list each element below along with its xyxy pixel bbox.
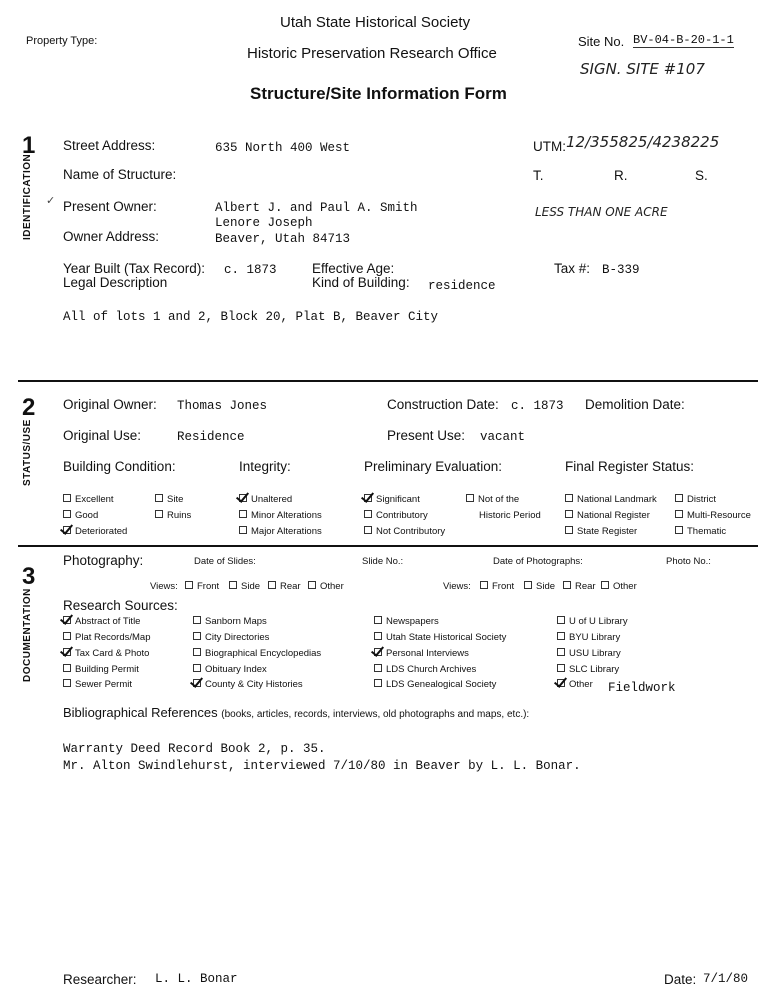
integrity-major-checkbox[interactable]: Major Alterations bbox=[239, 526, 322, 537]
site-no-label: Site No. bbox=[578, 34, 625, 49]
condition-excellent-checkbox[interactable]: Excellent bbox=[63, 494, 114, 505]
property-type-label: Property Type: bbox=[26, 35, 98, 47]
final-national-register-checkbox[interactable]: National Register bbox=[565, 510, 650, 521]
prelim-historic-period-text: Historic Period bbox=[479, 510, 541, 521]
condition-ruins-checkbox[interactable]: Ruins bbox=[155, 510, 191, 521]
integrity-minor-checkbox[interactable]: Minor Alterations bbox=[239, 510, 322, 521]
bibliographical-references-label: Bibliographical References bbox=[63, 705, 218, 720]
source-usu-library-checkbox[interactable]: USU Library bbox=[557, 648, 621, 659]
checkbox-icon bbox=[185, 581, 193, 589]
checkbox-icon bbox=[557, 616, 565, 624]
checkbox-icon bbox=[524, 581, 532, 589]
r-label: R. bbox=[614, 168, 628, 183]
owner-address-label: Owner Address: bbox=[63, 229, 160, 244]
checkbox-icon bbox=[675, 526, 683, 534]
acreage-handwritten-note: LESS THAN ONE ACRE bbox=[535, 205, 668, 219]
source-byu-library-checkbox[interactable]: BYU Library bbox=[557, 632, 620, 643]
owner-address-value: Beaver, Utah 84713 bbox=[215, 232, 351, 246]
checkbox-icon bbox=[364, 526, 372, 534]
utm-label: UTM: bbox=[533, 139, 566, 154]
bibliographical-references-note: (books, articles, records, interviews, old photographs and maps, etc.): bbox=[221, 709, 530, 720]
checkbox-checked-icon bbox=[63, 616, 71, 624]
effective-age-label: Effective Age: bbox=[312, 261, 395, 276]
checkbox-checked-icon bbox=[193, 679, 201, 687]
integrity-unaltered-checkbox[interactable]: Unaltered bbox=[239, 494, 292, 505]
final-national-landmark-checkbox[interactable]: National Landmark bbox=[565, 494, 657, 505]
source-utah-historical-society-checkbox[interactable]: Utah State Historical Society bbox=[374, 632, 506, 643]
source-tax-card-checkbox[interactable]: Tax Card & Photo bbox=[63, 648, 149, 659]
source-plat-records-checkbox[interactable]: Plat Records/Map bbox=[63, 632, 151, 643]
checkbox-checked-icon bbox=[63, 526, 71, 534]
prelim-not-of-period-checkbox[interactable]: Not of the bbox=[466, 494, 519, 505]
checkbox-icon bbox=[229, 581, 237, 589]
bibliographical-references-heading bbox=[63, 705, 529, 720]
section-1-divider bbox=[18, 380, 758, 382]
slide-view-rear-checkbox[interactable]: Rear bbox=[268, 581, 301, 592]
date-of-slides-label: Date of Slides: bbox=[194, 556, 256, 567]
preliminary-evaluation-label: Preliminary Evaluation: bbox=[364, 459, 503, 474]
checkbox-icon bbox=[466, 494, 474, 502]
slide-views-label: Views: bbox=[150, 581, 178, 592]
section-1-number: 1 bbox=[22, 132, 36, 159]
integrity-label: Integrity: bbox=[239, 459, 291, 474]
present-owner-label: Present Owner: bbox=[63, 199, 157, 214]
original-owner-label: Original Owner: bbox=[63, 397, 157, 412]
bibliography-line-1: Warranty Deed Record Book 2, p. 35. bbox=[63, 742, 326, 756]
construction-date-value: c. 1873 bbox=[511, 399, 564, 413]
photography-label: Photography: bbox=[63, 553, 144, 568]
final-state-register-checkbox[interactable]: State Register bbox=[565, 526, 637, 537]
s-label: S. bbox=[695, 168, 708, 183]
t-label: T. bbox=[533, 168, 544, 183]
source-sanborn-maps-checkbox[interactable]: Sanborn Maps bbox=[193, 616, 267, 627]
source-sewer-permit-checkbox[interactable]: Sewer Permit bbox=[63, 679, 132, 690]
researcher-label: Researcher: bbox=[63, 972, 137, 987]
checkbox-icon bbox=[63, 510, 71, 518]
original-use-label: Original Use: bbox=[63, 428, 142, 443]
checkbox-icon bbox=[557, 664, 565, 672]
checkbox-icon bbox=[155, 510, 163, 518]
checkbox-checked-icon bbox=[557, 679, 565, 687]
tax-number-value: B-339 bbox=[602, 263, 640, 277]
prelim-contributory-checkbox[interactable]: Contributory bbox=[364, 510, 428, 521]
section-2-divider bbox=[18, 545, 758, 547]
checkbox-icon bbox=[565, 526, 573, 534]
present-use-label: Present Use: bbox=[387, 428, 466, 443]
checkbox-icon bbox=[565, 494, 573, 502]
checkbox-icon bbox=[480, 581, 488, 589]
checkbox-icon bbox=[193, 664, 201, 672]
checkbox-icon bbox=[63, 494, 71, 502]
date-value: 7/1/80 bbox=[703, 972, 749, 986]
tax-number-label: Tax #: bbox=[554, 261, 591, 276]
final-thematic-checkbox[interactable]: Thematic bbox=[675, 526, 726, 537]
source-biographical-encyclopedias-checkbox[interactable]: Biographical Encyclopedias bbox=[193, 648, 321, 659]
source-county-city-histories-checkbox[interactable]: County & City Histories bbox=[193, 679, 303, 690]
original-use-value: Residence bbox=[177, 430, 245, 444]
date-label: Date: bbox=[664, 972, 697, 987]
site-no-value: BV-04-B-20-1-1 bbox=[633, 33, 734, 47]
present-owner-line1: Albert J. and Paul A. Smith bbox=[215, 201, 418, 215]
slide-no-label: Slide No.: bbox=[362, 556, 404, 567]
original-owner-value: Thomas Jones bbox=[177, 399, 268, 413]
checkbox-icon bbox=[374, 632, 382, 640]
final-register-status-label: Final Register Status: bbox=[565, 459, 695, 474]
final-multi-resource-checkbox[interactable]: Multi-Resource bbox=[675, 510, 751, 521]
photo-view-front-checkbox[interactable]: Front bbox=[480, 581, 514, 592]
checkbox-icon bbox=[557, 632, 565, 640]
checkbox-icon bbox=[675, 494, 683, 502]
final-district-checkbox[interactable]: District bbox=[675, 494, 716, 505]
source-abstract-of-title-checkbox[interactable]: Abstract of Title bbox=[63, 616, 140, 627]
checkbox-icon bbox=[364, 510, 372, 518]
checkbox-icon bbox=[563, 581, 571, 589]
section-1-side-label: IDENTIFICATION bbox=[22, 153, 33, 240]
legal-description-value: All of lots 1 and 2, Block 20, Plat B, Beaver City bbox=[63, 310, 439, 324]
slide-view-other-checkbox[interactable]: Other bbox=[308, 581, 344, 592]
year-built-value: c. 1873 bbox=[224, 263, 277, 277]
source-slc-library-checkbox[interactable]: SLC Library bbox=[557, 664, 619, 675]
source-other-checkbox[interactable]: Other bbox=[557, 679, 593, 690]
section-2-number: 2 bbox=[22, 394, 36, 421]
street-address-label: Street Address: bbox=[63, 138, 156, 153]
checkbox-icon bbox=[374, 616, 382, 624]
prelim-not-contributory-checkbox[interactable]: Not Contributory bbox=[364, 526, 445, 537]
bibliography-line-2: Mr. Alton Swindlehurst, interviewed 7/10/80 in Beaver by L. L. Bonar. bbox=[63, 759, 581, 773]
research-sources-label: Research Sources: bbox=[63, 598, 178, 613]
source-lds-church-archives-checkbox[interactable]: LDS Church Archives bbox=[374, 664, 476, 675]
section-3-number: 3 bbox=[22, 563, 36, 590]
checkbox-icon bbox=[675, 510, 683, 518]
checkbox-icon bbox=[601, 581, 609, 589]
checkbox-icon bbox=[193, 616, 201, 624]
org-title: Utah State Historical Society bbox=[280, 14, 471, 31]
present-owner-line2: Lenore Joseph bbox=[215, 216, 313, 230]
condition-site-checkbox[interactable]: Site bbox=[155, 494, 183, 505]
owner-check-mark: ✓ bbox=[46, 195, 56, 207]
present-use-value: vacant bbox=[480, 430, 526, 444]
demolition-date-label: Demolition Date: bbox=[585, 397, 685, 412]
slide-view-front-checkbox[interactable]: Front bbox=[185, 581, 219, 592]
checkbox-icon bbox=[557, 648, 565, 656]
condition-deteriorated-checkbox[interactable]: Deteriorated bbox=[63, 526, 127, 537]
source-personal-interviews-checkbox[interactable]: Personal Interviews bbox=[374, 648, 469, 659]
photo-view-other-checkbox[interactable]: Other bbox=[601, 581, 637, 592]
site-handwritten-note: SIGN. SITE #107 bbox=[580, 60, 705, 78]
checkbox-icon bbox=[374, 664, 382, 672]
construction-date-label: Construction Date: bbox=[387, 397, 499, 412]
source-obituary-index-checkbox[interactable]: Obituary Index bbox=[193, 664, 267, 675]
checkbox-checked-icon bbox=[364, 494, 372, 502]
checkbox-icon bbox=[193, 648, 201, 656]
checkbox-icon bbox=[63, 679, 71, 687]
slide-view-side-checkbox[interactable]: Side bbox=[229, 581, 260, 592]
photo-views-label: Views: bbox=[443, 581, 471, 592]
photo-view-side-checkbox[interactable]: Side bbox=[524, 581, 555, 592]
name-of-structure-label: Name of Structure: bbox=[63, 167, 177, 182]
photo-view-rear-checkbox[interactable]: Rear bbox=[563, 581, 596, 592]
section-3-side-label: DOCUMENTATION bbox=[22, 588, 33, 682]
checkbox-icon bbox=[63, 664, 71, 672]
photo-no-label: Photo No.: bbox=[666, 556, 711, 567]
researcher-value: L. L. Bonar bbox=[155, 972, 238, 986]
source-newspapers-checkbox[interactable]: Newspapers bbox=[374, 616, 439, 627]
source-other-value: Fieldwork bbox=[608, 681, 676, 695]
office-title: Historic Preservation Research Office bbox=[247, 45, 497, 62]
checkbox-icon bbox=[374, 679, 382, 687]
checkbox-checked-icon bbox=[63, 648, 71, 656]
source-city-directories-checkbox[interactable]: City Directories bbox=[193, 632, 269, 643]
utm-value: 12/355825/4238225 bbox=[566, 133, 720, 151]
checkbox-icon bbox=[155, 494, 163, 502]
checkbox-checked-icon bbox=[374, 648, 382, 656]
condition-good-checkbox[interactable]: Good bbox=[63, 510, 98, 521]
year-built-label: Year Built (Tax Record): bbox=[63, 261, 206, 276]
checkbox-icon bbox=[565, 510, 573, 518]
source-building-permit-checkbox[interactable]: Building Permit bbox=[63, 664, 139, 675]
kind-of-building-label: Kind of Building: bbox=[312, 275, 410, 290]
checkbox-icon bbox=[239, 510, 247, 518]
kind-of-building-value: residence bbox=[428, 279, 496, 293]
section-2-side-label: STATUS/USE bbox=[22, 419, 33, 486]
checkbox-checked-icon bbox=[239, 494, 247, 502]
prelim-significant-checkbox[interactable]: Significant bbox=[364, 494, 420, 505]
checkbox-icon bbox=[239, 526, 247, 534]
date-of-photographs-label: Date of Photographs: bbox=[493, 556, 583, 567]
street-address-value: 635 North 400 West bbox=[215, 141, 351, 155]
source-u-of-u-library-checkbox[interactable]: U of U Library bbox=[557, 616, 628, 627]
source-lds-genealogical-checkbox[interactable]: LDS Genealogical Society bbox=[374, 679, 496, 690]
building-condition-label: Building Condition: bbox=[63, 459, 176, 474]
legal-description-label: Legal Description bbox=[63, 275, 168, 290]
checkbox-icon bbox=[193, 632, 201, 640]
checkbox-icon bbox=[268, 581, 276, 589]
checkbox-icon bbox=[308, 581, 316, 589]
form-title: Structure/Site Information Form bbox=[250, 84, 507, 103]
checkbox-icon bbox=[63, 632, 71, 640]
